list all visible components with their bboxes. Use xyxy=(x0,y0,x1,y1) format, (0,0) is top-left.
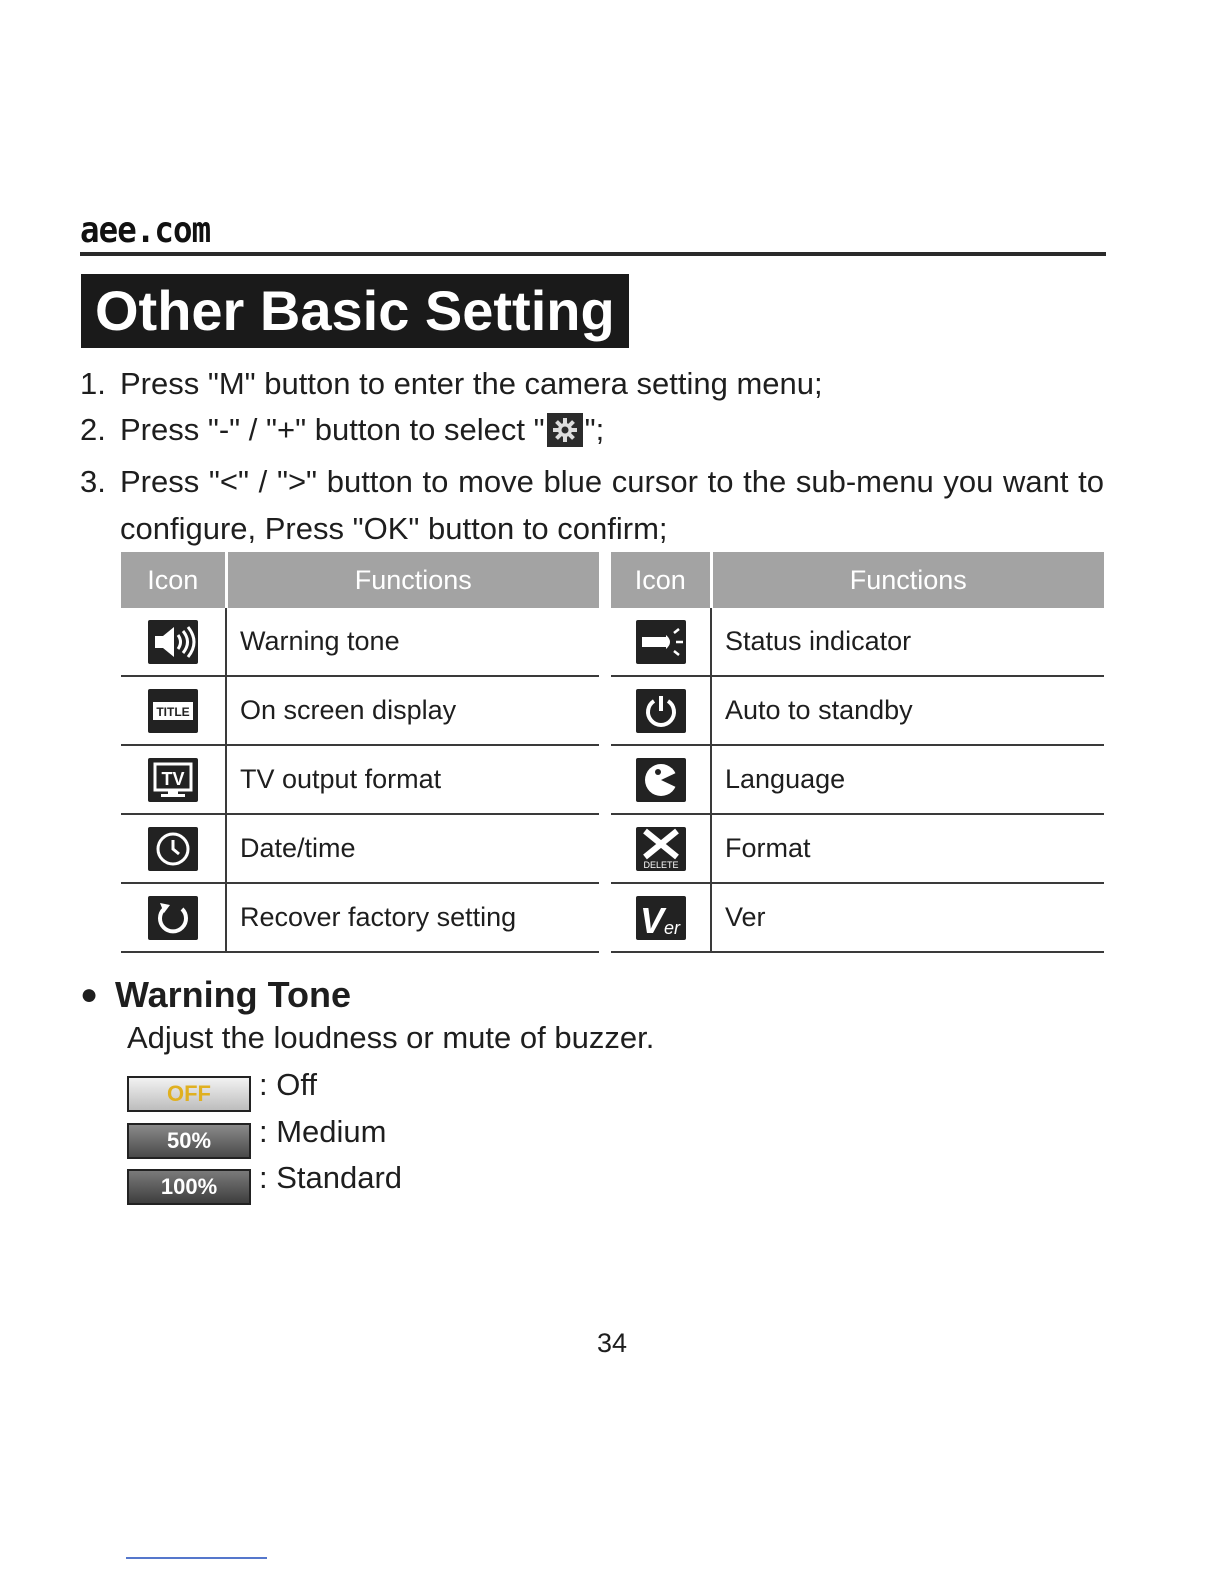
table-row xyxy=(611,745,1104,814)
header-icon: Icon xyxy=(611,552,711,608)
option-off xyxy=(127,1067,317,1112)
off-chip: OFF xyxy=(127,1076,251,1112)
bullet-icon: ● xyxy=(80,978,99,1011)
table-row xyxy=(121,814,599,883)
power-icon xyxy=(636,689,686,733)
step-1 xyxy=(80,366,823,402)
function-label: On screen display xyxy=(226,676,599,745)
heading-text: Warning Tone xyxy=(115,974,351,1015)
delete-icon xyxy=(636,827,686,871)
option-medium xyxy=(127,1114,386,1159)
title-icon xyxy=(148,689,198,733)
option-label: : Standard xyxy=(259,1160,403,1195)
table-header-row xyxy=(121,552,599,608)
function-label: Language xyxy=(711,745,1104,814)
version-icon xyxy=(636,896,686,940)
table-row xyxy=(121,883,599,952)
led-icon xyxy=(636,620,686,664)
table-row xyxy=(121,608,599,676)
header-rule xyxy=(80,252,1106,256)
table-row xyxy=(611,676,1104,745)
option-label: : Off xyxy=(259,1067,318,1102)
page-title: Other Basic Setting xyxy=(81,274,629,348)
header-functions: Functions xyxy=(226,552,599,608)
clock-icon xyxy=(148,827,198,871)
step-text: Press "<" / ">" button to move blue cursor to the sub-menu you want to configure, Press "OK" button to confirm; xyxy=(120,464,1104,546)
step-number: 1. xyxy=(80,366,106,401)
functions-table-left xyxy=(121,552,599,953)
step-number: 2. xyxy=(80,412,106,447)
version-icon-small: er xyxy=(663,917,680,938)
language-icon xyxy=(636,758,686,802)
medium-chip: 50% xyxy=(127,1123,251,1159)
table-header-row xyxy=(611,552,1104,608)
footer-rule xyxy=(126,1557,267,1559)
table-row xyxy=(611,883,1104,952)
table-row xyxy=(121,676,599,745)
step-2 xyxy=(80,412,604,448)
warning-description: Adjust the loudness or mute of buzzer. xyxy=(127,1020,655,1055)
table-row xyxy=(611,814,1104,883)
tv-icon xyxy=(148,758,198,802)
functions-table-right xyxy=(611,552,1104,953)
settings-gear-icon xyxy=(547,413,583,447)
reset-icon xyxy=(148,896,198,940)
option-label: : Medium xyxy=(259,1114,387,1149)
step-number: 3. xyxy=(80,464,106,499)
header-functions: Functions xyxy=(711,552,1104,608)
function-label: Status indicator xyxy=(711,608,1104,676)
option-standard xyxy=(127,1160,402,1205)
warning-tone-heading xyxy=(80,974,351,1016)
step-3 xyxy=(80,458,1104,552)
function-label: Warning tone xyxy=(226,608,599,676)
table-row xyxy=(611,608,1104,676)
standard-chip: 100% xyxy=(127,1169,251,1205)
delete-icon-text: DELETE xyxy=(642,859,679,870)
function-label: TV output format xyxy=(226,745,599,814)
step-text-end: "; xyxy=(584,412,605,447)
function-label: Format xyxy=(711,814,1104,883)
title-icon-text: TITLE xyxy=(156,704,190,719)
speaker-icon xyxy=(148,620,198,664)
function-label: Recover factory setting xyxy=(226,883,599,952)
step-text: Press "-" / "+" button to select " xyxy=(120,412,545,447)
page-number: 34 xyxy=(596,1328,628,1358)
header-icon: Icon xyxy=(121,552,226,608)
version-icon-big: V xyxy=(639,899,664,940)
function-label: Auto to standby xyxy=(711,676,1104,745)
function-label: Date/time xyxy=(226,814,599,883)
table-row xyxy=(121,745,599,814)
tv-icon-text: TV xyxy=(161,768,185,789)
brand-logo: aee.com xyxy=(80,210,211,251)
step-text: Press "M" button to enter the camera setting menu; xyxy=(120,366,823,401)
function-label: Ver xyxy=(711,883,1104,952)
